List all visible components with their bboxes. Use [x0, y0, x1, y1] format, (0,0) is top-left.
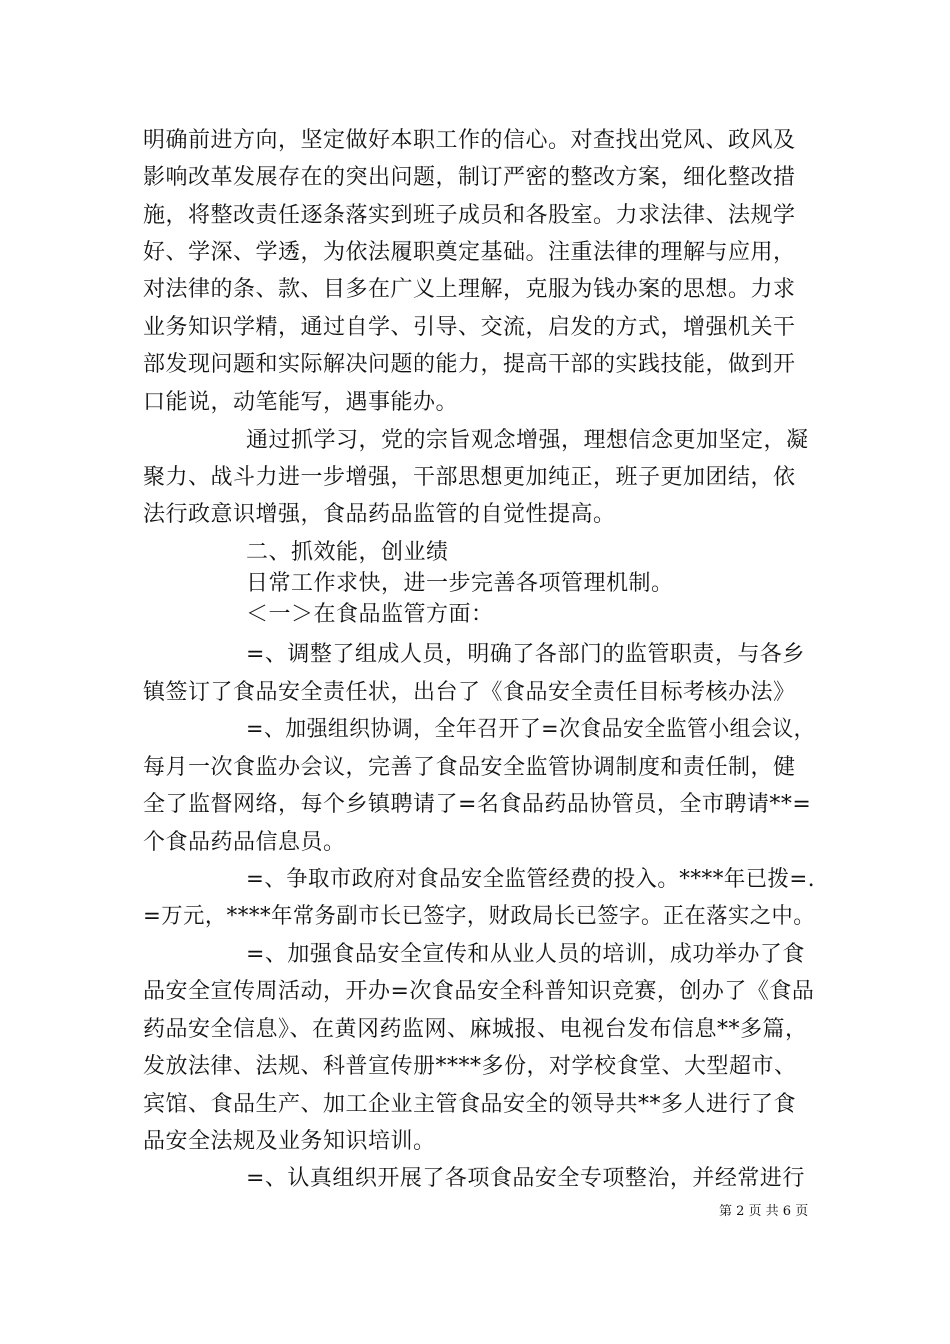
- body-line-24: 品安全宣传周活动，开办=次食品安全科普知识竞赛，创办了《食品: [143, 979, 815, 1004]
- body-line-15: =、调整了组成人员，明确了各部门的监管职责，与各乡: [246, 642, 805, 667]
- body-line-13: 日常工作求快，进一步完善各项管理机制。: [246, 571, 674, 596]
- body-line-10: 聚力、战斗力进一步增强，干部思想更加纯正，班子更加团结，依: [143, 465, 796, 490]
- body-line-22: =万元，****年常务副市长已签字，财政局长已签字。正在落实之中。: [143, 904, 816, 929]
- body-line-26: 发放法律、法规、科普宣传册****多份，对学校食堂、大型超市、: [143, 1054, 797, 1079]
- body-line-19: 全了监督网络，每个乡镇聘请了=名食品药品协管员，全市聘请**=: [143, 792, 812, 817]
- body-line-1: 明确前进方向，坚定做好本职工作的信心。对查找出党风、政风及: [143, 128, 796, 153]
- body-line-25: 药品安全信息》、在黄冈药监网、麻城报、电视台发布信息**多篇，: [143, 1017, 808, 1042]
- body-line-7: 部发现问题和实际解决问题的能力，提高干部的实践技能，做到开: [143, 352, 796, 377]
- body-line-9: 通过抓学习，党的宗旨观念增强，理想信念更加坚定，凝: [246, 428, 809, 453]
- body-line-8: 口能说，动笔能写，遇事能办。: [143, 390, 459, 415]
- body-line-28: 品安全法规及业务知识培训。: [143, 1129, 436, 1154]
- body-line-5: 对法律的条、款、目多在广义上理解，克服为钱办案的思想。力求: [143, 277, 796, 302]
- body-line-2: 影响改革发展存在的突出问题，制订严密的整改方案，细化整改措: [143, 165, 796, 190]
- body-line-4: 好、学深、学透，为依法履职奠定基础。注重法律的理解与应用，: [143, 240, 796, 265]
- body-line-23: =、加强食品安全宣传和从业人员的培训，成功举办了食: [246, 942, 805, 967]
- body-line-18: 每月一次食监办会议，完善了食品安全监管协调制度和责任制，健: [143, 755, 796, 780]
- body-line-20: 个食品药品信息员。: [143, 830, 346, 855]
- body-line-16: 镇签订了食品安全责任状，出台了《食品安全责任目标考核办法》: [143, 680, 796, 705]
- body-line-17: =、加强组织协调，全年召开了=次食品安全监管小组会议，: [246, 717, 815, 742]
- body-line-29: =、认真组织开展了各项食品安全专项整治，并经常进行: [246, 1166, 805, 1191]
- body-line-21: =、争取市政府对食品安全监管经费的投入。****年已拨=.: [246, 867, 816, 892]
- body-line-6: 业务知识学精，通过自学、引导、交流，启发的方式，增强机关干: [143, 315, 796, 340]
- body-line-11: 法行政意识增强，食品药品监管的自觉性提高。: [143, 502, 616, 527]
- page-number-footer: 第 2 页 共 6 页: [719, 1204, 809, 1219]
- body-line-3: 施，将整改责任逐条落实到班子成员和各股室。力求法律、法规学: [143, 203, 796, 228]
- section-heading: 二、抓效能，创业绩: [246, 540, 449, 565]
- body-line-27: 宾馆、食品生产、加工企业主管食品安全的领导共**多人进行了食: [143, 1092, 797, 1117]
- subsection-heading: ＜一＞在食品监管方面：: [246, 602, 494, 627]
